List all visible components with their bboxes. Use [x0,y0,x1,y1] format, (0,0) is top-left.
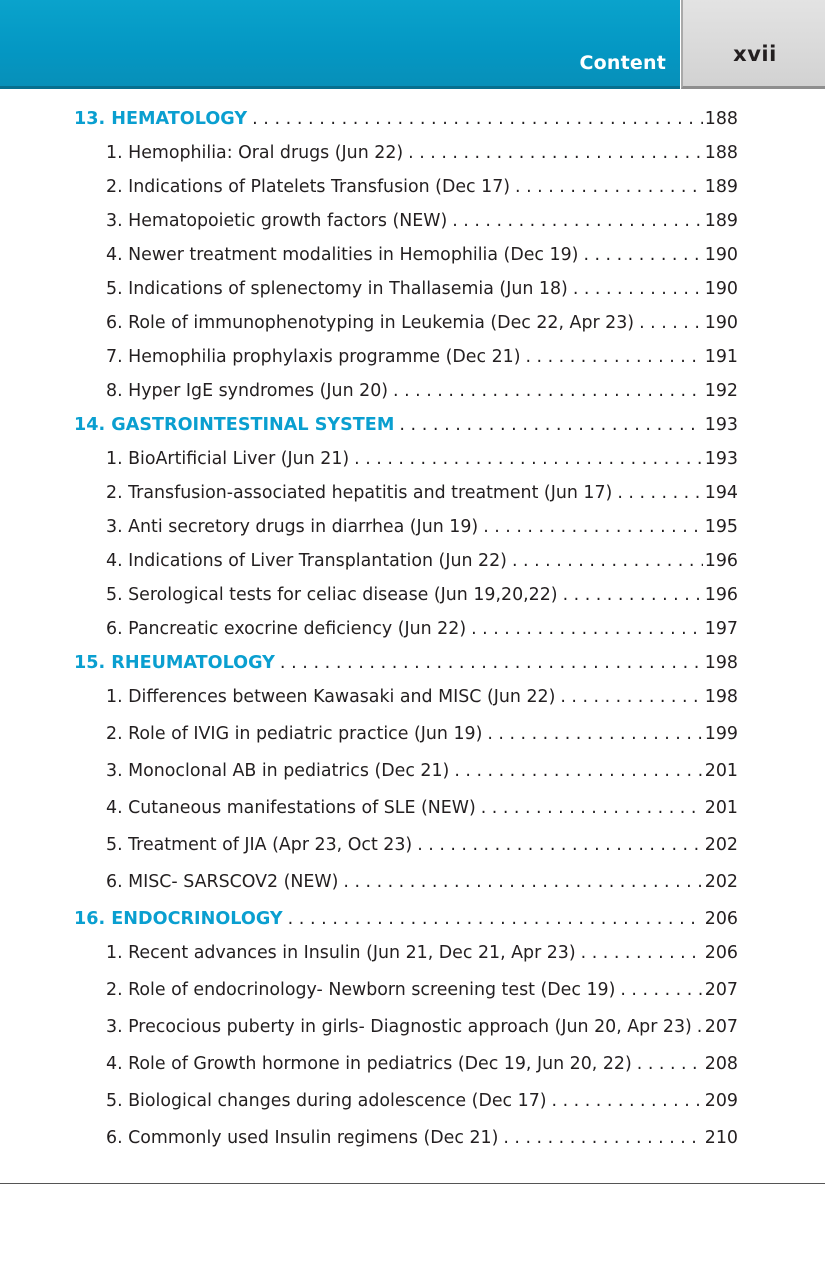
toc-entry-label: 2. Role of endocrinology- Newborn screening test (Dec 19) [106,980,616,1000]
toc-page-number: 188 [704,109,738,129]
toc-page-number: 195 [704,517,738,537]
toc-leader-dots [252,108,703,130]
toc-page-number: 196 [704,551,738,571]
toc-page-number: 206 [704,909,738,929]
toc-section-label: 13. HEMATOLOGY [74,109,248,129]
toc-entry[interactable] [74,482,738,516]
table-of-contents [74,108,738,1164]
toc-entry[interactable] [74,346,738,380]
toc-page-number: 191 [704,347,738,367]
toc-entry[interactable] [74,516,738,550]
toc-leader-dots [512,550,703,572]
toc-leader-dots [563,584,703,606]
toc-entry-label: 4. Indications of Liver Transplantation (Jun 22) [106,551,507,571]
toc-leader-dots [417,834,703,856]
toc-page-number: 199 [704,724,738,744]
toc-leader-dots [454,760,702,782]
toc-entry[interactable] [74,550,738,584]
toc-page-number: 207 [704,1017,738,1037]
toc-entry[interactable] [74,142,738,176]
toc-page-number: 196 [704,585,738,605]
toc-entry[interactable] [74,797,738,834]
toc-entry[interactable] [74,210,738,244]
page-number: xvii [733,42,777,66]
toc-leader-dots [471,618,703,640]
toc-page-number: 198 [704,687,738,707]
toc-entry-label: 6. Pancreatic exocrine deficiency (Jun 22) [106,619,467,639]
toc-entry-label: 5. Indications of splenectomy in Thallasemia (Jun 18) [106,279,568,299]
toc-entry[interactable] [74,834,738,871]
running-header-title: Content [579,52,666,74]
toc-section-gastrointestinal-system[interactable] [74,414,738,448]
toc-entry[interactable] [74,176,738,210]
toc-entry-label: 5. Treatment of JIA (Apr 23, Oct 23) [106,835,413,855]
toc-page-number: 188 [704,143,738,163]
toc-page-number: 192 [704,381,738,401]
toc-leader-dots [481,797,703,819]
toc-section-label: 16. ENDOCRINOLOGY [74,909,283,929]
toc-entry-label: 1. BioArtificial Liver (Jun 21) [106,449,350,469]
toc-entry-label: 2. Indications of Platelets Transfusion (Dec 17) [106,177,511,197]
toc-entry-label: 7. Hemophilia prophylaxis programme (Dec 21) [106,347,521,367]
toc-entry[interactable] [74,244,738,278]
toc-page-number: 209 [704,1091,738,1111]
toc-leader-dots [526,346,703,368]
toc-entry-label: 4. Cutaneous manifestations of SLE (NEW) [106,798,476,818]
toc-entry-label: 3. Anti secretory drugs in diarrhea (Jun 19) [106,517,479,537]
toc-entry-label: 3. Monoclonal AB in pediatrics (Dec 21) [106,761,450,781]
toc-page-number: 208 [704,1054,738,1074]
toc-entry[interactable] [74,760,738,797]
toc-entry[interactable] [74,1127,738,1164]
toc-section-hematology[interactable] [74,108,738,142]
toc-leader-dots [483,516,703,538]
toc-leader-dots [452,210,703,232]
header-band [0,0,680,89]
toc-leader-dots [515,176,703,198]
toc-entry[interactable] [74,380,738,414]
toc-page-number: 190 [704,245,738,265]
toc-leader-dots [487,723,702,745]
toc-entry[interactable] [74,312,738,346]
toc-entry-label: 6. MISC- SARSCOV2 (NEW) [106,872,339,892]
toc-page-number: 206 [704,943,738,963]
toc-page-number: 193 [704,449,738,469]
toc-entry-label: 3. Precocious puberty in girls- Diagnostic approach (Jun 20, Apr 23) [106,1017,692,1037]
toc-page-number: 202 [704,835,738,855]
toc-entry-label: 1. Differences between Kawasaki and MISC (Jun 22) [106,687,556,707]
toc-entry-label: 3. Hematopoietic growth factors (NEW) [106,211,448,231]
toc-leader-dots [637,1053,703,1075]
toc-leader-dots [639,312,703,334]
toc-leader-dots [573,278,703,300]
toc-entry[interactable] [74,979,738,1016]
toc-section-label: 14. GASTROINTESTINAL SYSTEM [74,415,395,435]
toc-entry-label: 1. Recent advances in Insulin (Jun 21, Dec 21, Apr 23) [106,943,576,963]
toc-entry[interactable] [74,686,738,723]
page-number-box [681,0,825,89]
toc-leader-dots [399,414,702,436]
toc-entry-label: 1. Hemophilia: Oral drugs (Jun 22) [106,143,404,163]
toc-entry[interactable] [74,1016,738,1053]
toc-leader-dots [581,942,703,964]
toc-leader-dots [583,244,702,266]
toc-entry[interactable] [74,278,738,312]
toc-page-number: 207 [704,980,738,1000]
toc-page-number: 210 [704,1128,738,1148]
toc-entry[interactable] [74,448,738,482]
toc-entry-label: 4. Newer treatment modalities in Hemophilia (Dec 19) [106,245,579,265]
toc-entry[interactable] [74,871,738,908]
toc-section-endocrinology[interactable] [74,908,738,942]
toc-entry[interactable] [74,1090,738,1127]
toc-page-number: 194 [704,483,738,503]
toc-entry-label: 6. Role of immunophenotyping in Leukemia (Dec 22, Apr 23) [106,313,635,333]
toc-page-number: 201 [704,761,738,781]
toc-page-number: 198 [704,653,738,673]
toc-leader-dots [697,1016,703,1038]
toc-page-number: 193 [704,415,738,435]
toc-leader-dots [620,979,702,1001]
toc-page-number: 189 [704,177,738,197]
toc-leader-dots [617,482,702,504]
footer-rule [0,1183,825,1184]
toc-page-number: 197 [704,619,738,639]
toc-entry-label: 2. Transfusion-associated hepatitis and treatment (Jun 17) [106,483,613,503]
toc-entry[interactable] [74,584,738,618]
toc-entry[interactable] [74,723,738,760]
toc-leader-dots [393,380,703,402]
toc-entry-label: 8. Hyper IgE syndromes (Jun 20) [106,381,389,401]
toc-leader-dots [503,1127,702,1149]
toc-page-number: 202 [704,872,738,892]
toc-section-label: 15. RHEUMATOLOGY [74,653,275,673]
toc-leader-dots [408,142,703,164]
toc-entry[interactable] [74,942,738,979]
toc-leader-dots [552,1090,703,1112]
toc-entry-label: 5. Biological changes during adolescence (Dec 17) [106,1091,547,1111]
toc-entry[interactable] [74,618,738,652]
toc-leader-dots [354,448,703,470]
toc-leader-dots [280,652,703,674]
toc-section-rheumatology[interactable] [74,652,738,686]
toc-entry-label: 2. Role of IVIG in pediatric practice (Jun 19) [106,724,483,744]
toc-page-number: 201 [704,798,738,818]
toc-page-number: 190 [704,313,738,333]
toc-page-number: 190 [704,279,738,299]
toc-page-number: 189 [704,211,738,231]
toc-leader-dots [560,686,702,708]
toc-entry-label: 6. Commonly used Insulin regimens (Dec 21) [106,1128,499,1148]
toc-entry-label: 4. Role of Growth hormone in pediatrics (Dec 19, Jun 20, 22) [106,1054,632,1074]
toc-leader-dots [343,871,702,893]
toc-entry-label: 5. Serological tests for celiac disease (Jun 19,20,22) [106,585,558,605]
toc-leader-dots [288,908,703,930]
toc-entry[interactable] [74,1053,738,1090]
